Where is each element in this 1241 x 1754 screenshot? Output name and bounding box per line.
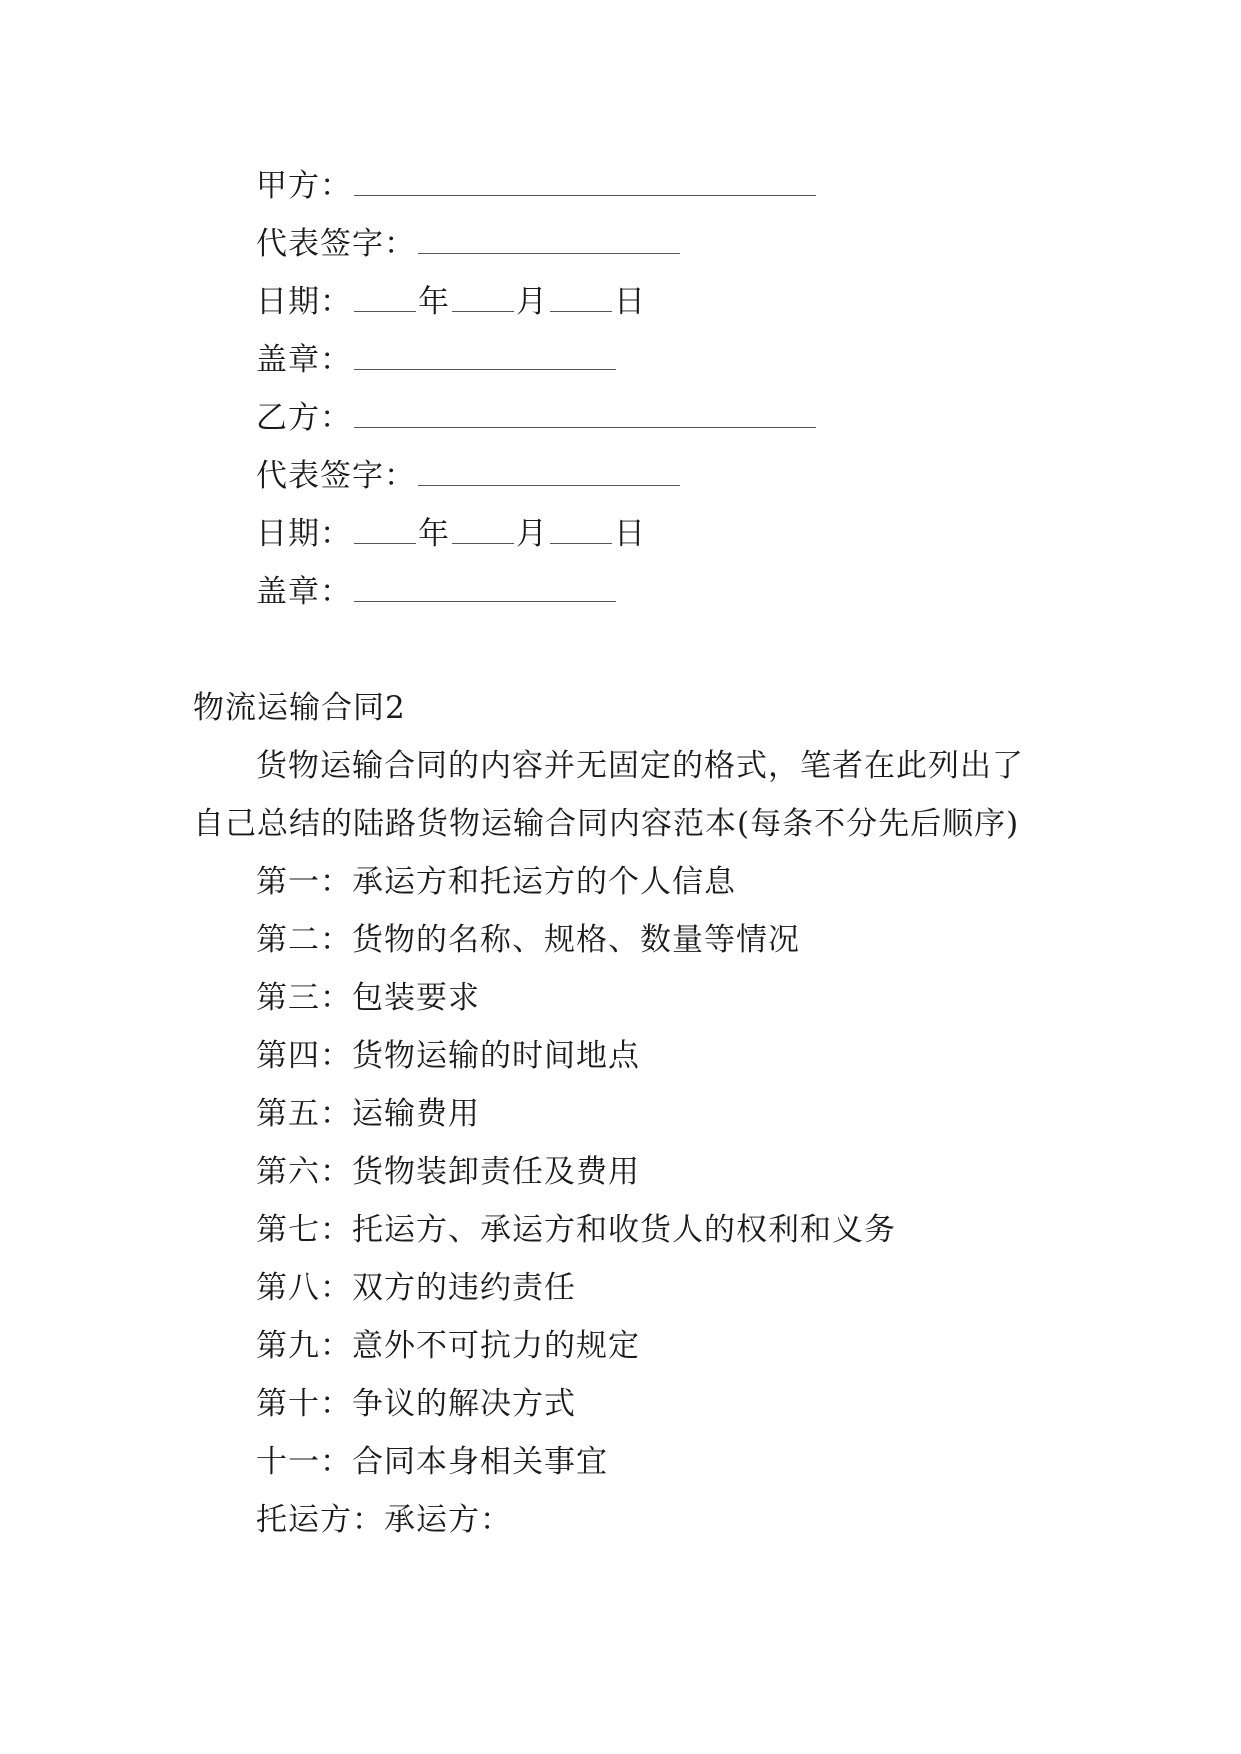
party-a-month-label: 月 — [516, 284, 548, 320]
section-title: 物流运输合同2 — [193, 690, 406, 726]
party-a-label: 甲方： — [256, 168, 352, 204]
party-b-month-blank[interactable] — [452, 515, 514, 544]
party-a-rep-line — [256, 224, 682, 264]
party-b-date-label: 日期： — [256, 516, 352, 552]
list-item-3: 第三：包装要求 — [256, 980, 480, 1016]
list-item-4: 第四：货物运输的时间地点 — [256, 1038, 640, 1074]
party-a-year-label: 年 — [418, 284, 450, 320]
party-a-day-blank[interactable] — [550, 283, 612, 312]
party-a-year-blank[interactable] — [354, 283, 416, 312]
party-a-rep-blank[interactable] — [418, 225, 680, 254]
party-b-seal-blank[interactable] — [354, 573, 616, 602]
list-item-9: 第九：意外不可抗力的规定 — [256, 1328, 640, 1364]
party-b-label: 乙方： — [256, 400, 352, 436]
list-item-1: 第一：承运方和托运方的个人信息 — [256, 864, 736, 900]
party-a-day-label: 日 — [614, 284, 646, 320]
party-b-rep-label: 代表签字： — [256, 458, 416, 494]
party-a-rep-label: 代表签字： — [256, 226, 416, 262]
list-item-6: 第六：货物装卸责任及费用 — [256, 1154, 640, 1190]
party-b-line — [256, 398, 818, 438]
intro-line-2: 自己总结的陆路货物运输合同内容范本(每条不分先后顺序) — [193, 806, 1020, 842]
party-b-blank[interactable] — [354, 399, 816, 428]
list-item-10: 第十：争议的解决方式 — [256, 1386, 576, 1422]
party-b-seal-label: 盖章： — [256, 574, 352, 610]
party-a-date-line — [256, 282, 646, 322]
party-b-year-label: 年 — [418, 516, 450, 552]
list-item-5: 第五：运输费用 — [256, 1096, 480, 1132]
party-a-line — [256, 166, 818, 206]
party-b-year-blank[interactable] — [354, 515, 416, 544]
party-b-day-label: 日 — [614, 516, 646, 552]
party-b-date-line — [256, 514, 646, 554]
party-b-day-blank[interactable] — [550, 515, 612, 544]
list-item-7: 第七：托运方、承运方和收货人的权利和义务 — [256, 1212, 896, 1248]
party-b-month-label: 月 — [516, 516, 548, 552]
party-a-month-blank[interactable] — [452, 283, 514, 312]
party-a-date-label: 日期： — [256, 284, 352, 320]
party-a-seal-label: 盖章： — [256, 342, 352, 378]
party-a-seal-line — [256, 340, 618, 380]
party-b-seal-line — [256, 572, 618, 612]
party-b-rep-blank[interactable] — [418, 457, 680, 486]
list-item-8: 第八：双方的违约责任 — [256, 1270, 576, 1306]
party-b-rep-line — [256, 456, 682, 496]
intro-line-1: 货物运输合同的内容并无固定的格式，笔者在此列出了 — [256, 748, 1024, 784]
list-item-2: 第二：货物的名称、规格、数量等情况 — [256, 922, 800, 958]
list-item-11: 十一：合同本身相关事宜 — [256, 1444, 608, 1480]
party-a-seal-blank[interactable] — [354, 341, 616, 370]
party-a-blank[interactable] — [354, 167, 816, 196]
closing-line: 托运方：承运方： — [256, 1502, 512, 1538]
